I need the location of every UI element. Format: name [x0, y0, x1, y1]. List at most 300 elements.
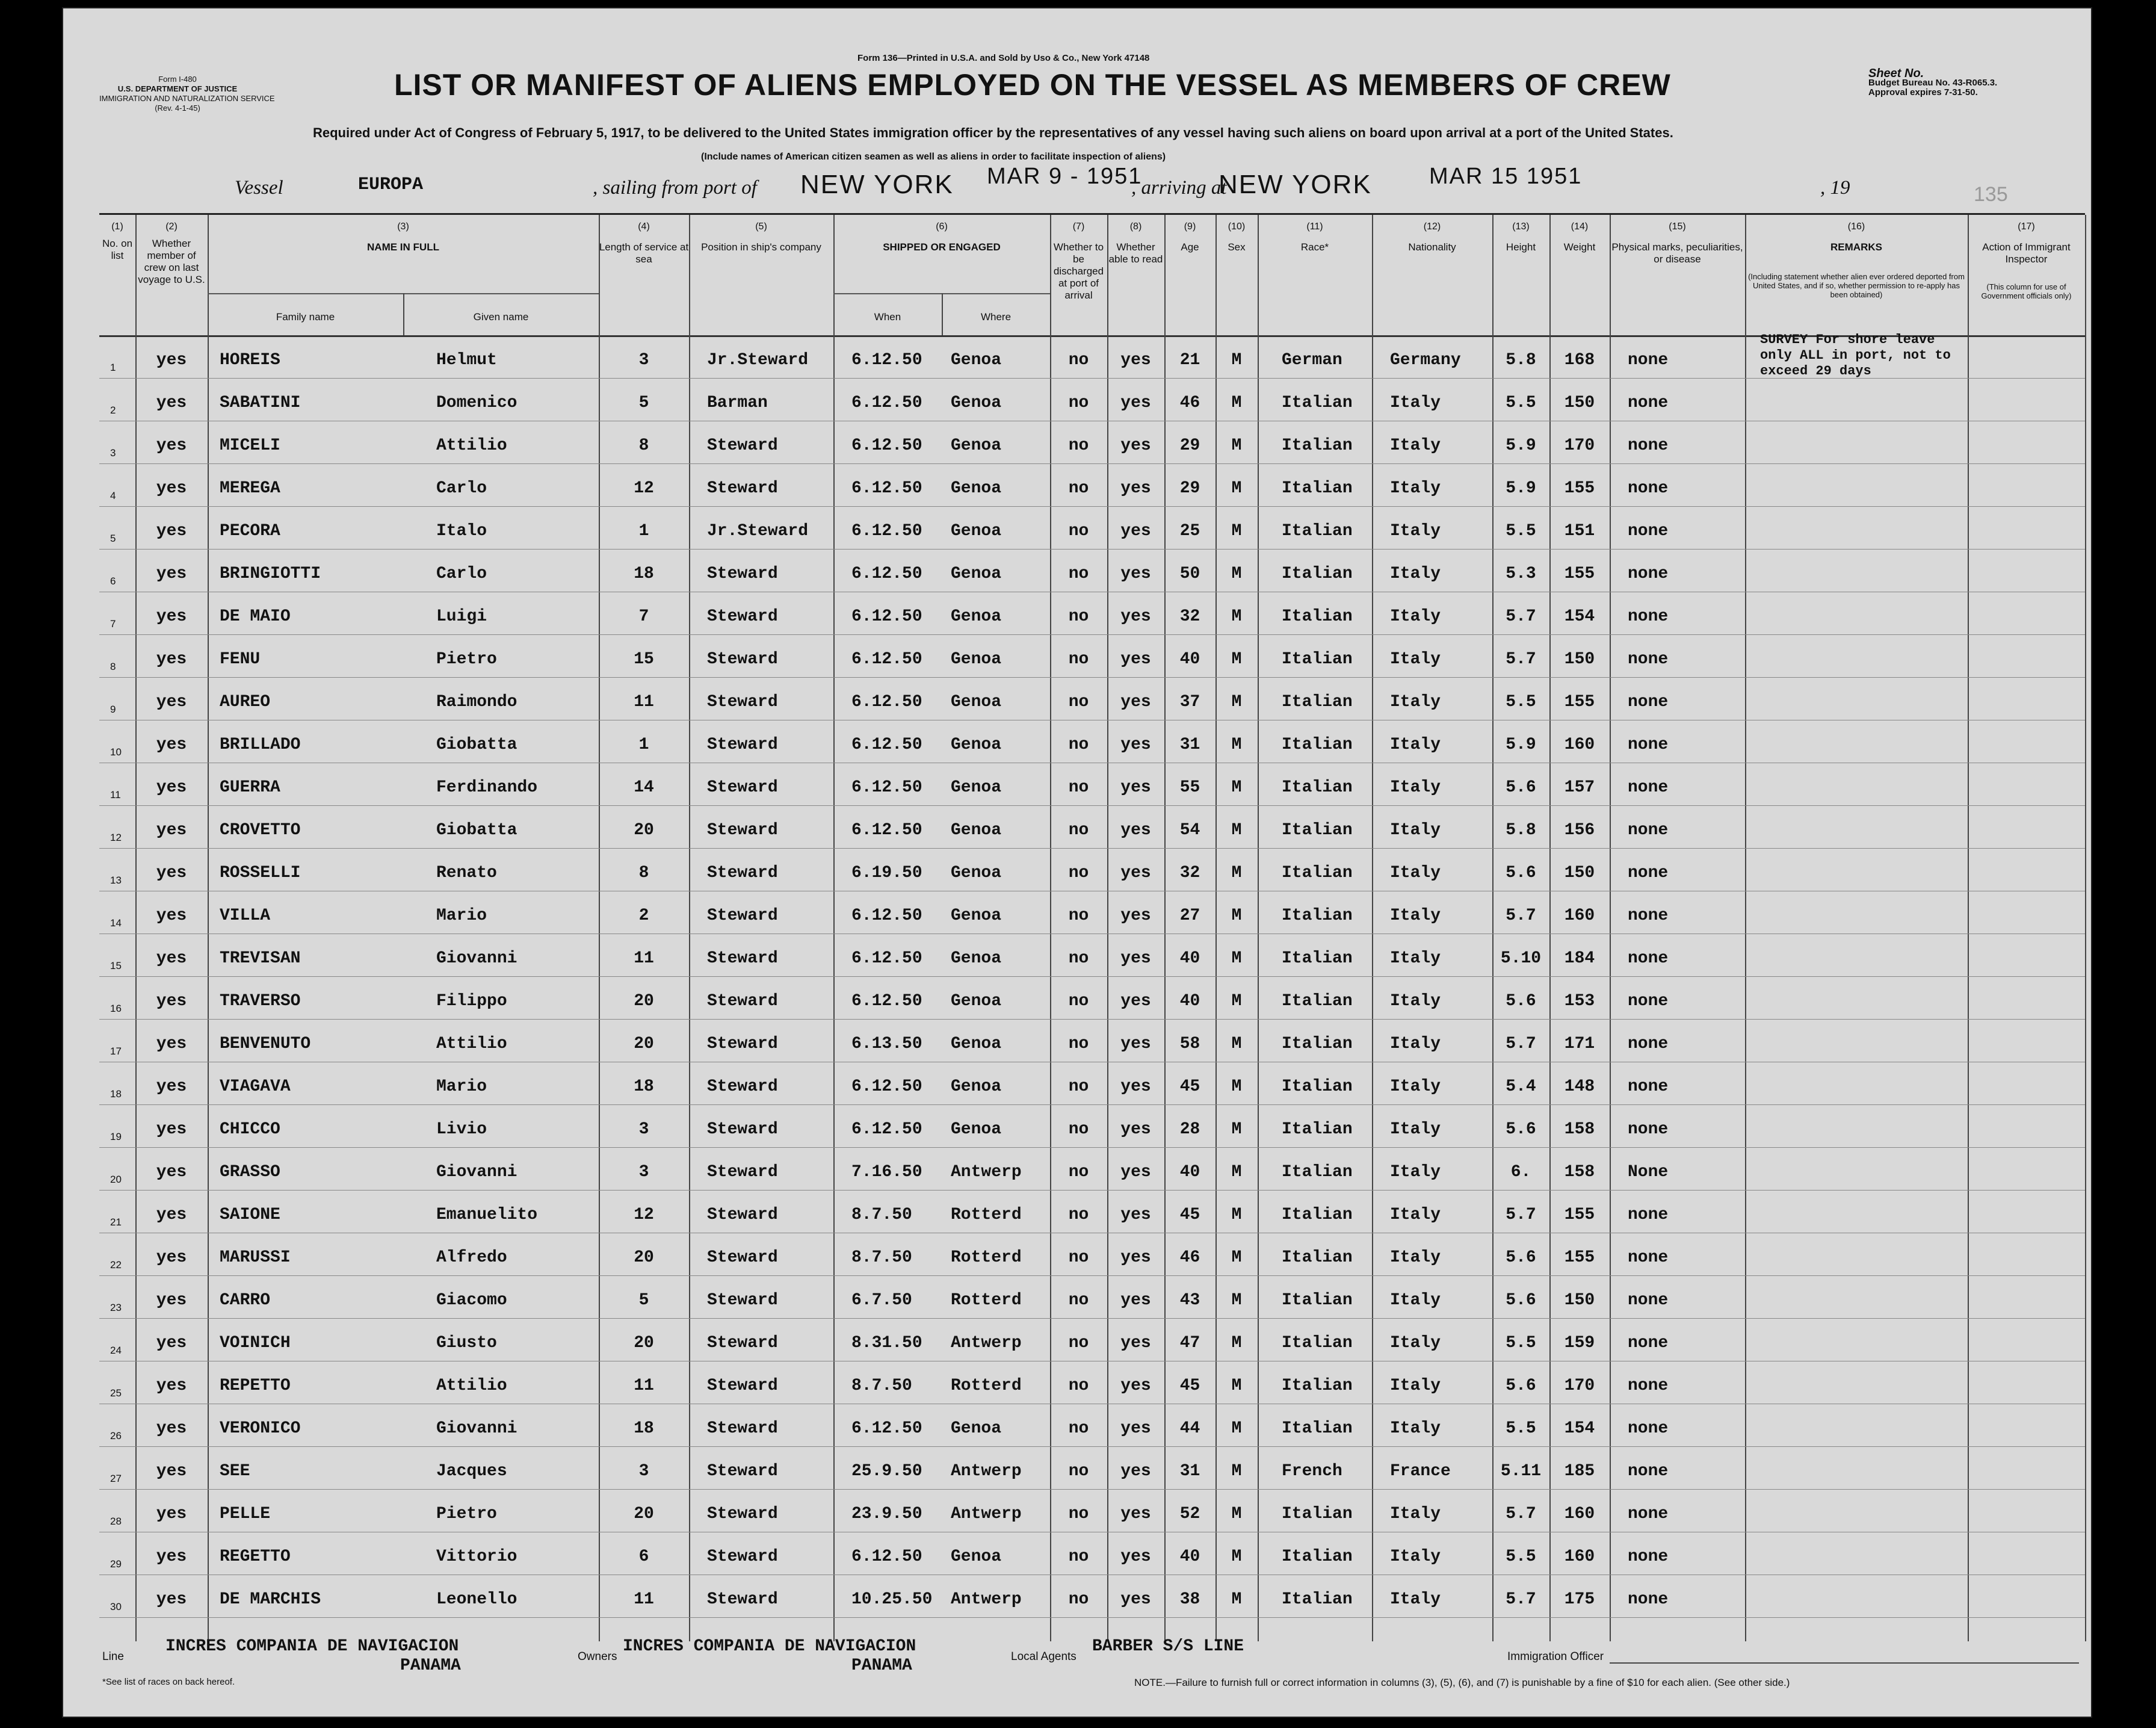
cell-nat: Italy — [1390, 821, 1441, 840]
cell-position: Steward — [707, 565, 778, 583]
cell-service: 20 — [634, 992, 654, 1011]
cell-race: Italian — [1282, 992, 1353, 1011]
cell-where: Antwerp — [951, 1462, 1022, 1481]
cell-service: 5 — [638, 1291, 649, 1310]
column-divider — [833, 215, 835, 1641]
remarks-note: (Including statement whether alien ever ordered deported from United States, and if so, whether permission to re-apply has been obtained) — [1748, 272, 1965, 299]
cell-age: 29 — [1179, 436, 1200, 455]
row-number: 6 — [110, 575, 116, 587]
cell-position: Jr.Steward — [707, 351, 809, 370]
cell-family: REGETTO — [220, 1547, 291, 1566]
cell-sex: M — [1231, 1334, 1242, 1352]
cell-service: 20 — [634, 1505, 654, 1523]
cell-family: BENVENUTO — [220, 1035, 311, 1053]
cell-given: Giobatta — [436, 821, 517, 840]
column-label: Whether member of crew on last voyage to U.S. — [138, 238, 205, 285]
cell-height: 5.7 — [1506, 906, 1536, 925]
vessel-label: Vessel — [235, 177, 283, 199]
cell-service: 20 — [634, 821, 654, 840]
row-rule — [99, 1617, 2085, 1618]
row-rule — [99, 848, 2085, 849]
cell-age: 58 — [1179, 1035, 1200, 1053]
cell-last: yes — [156, 351, 187, 370]
cell-weight: 185 — [1564, 1462, 1595, 1481]
cell-when: 10.25.50 — [851, 1590, 933, 1609]
row-rule — [99, 805, 2085, 806]
cell-race: Italian — [1282, 607, 1353, 626]
row-number: 17 — [110, 1045, 122, 1057]
cell-family: VERONICO — [220, 1419, 301, 1438]
cell-height: 5.11 — [1500, 1462, 1542, 1481]
cell-last: yes — [156, 436, 187, 455]
cell-nat: Italy — [1390, 906, 1441, 925]
cell-race: Italian — [1282, 778, 1353, 797]
cell-weight: 150 — [1564, 864, 1595, 882]
cell-sex: M — [1231, 1505, 1242, 1523]
crew-table — [99, 213, 2085, 1641]
cell-where: Antwerp — [951, 1590, 1022, 1609]
fine-note: NOTE.—Failure to furnish full or correct information in columns (3), (5), (6), and (7) is punishable by a fine of $10 for each alien. (See other side.) — [1134, 1677, 1790, 1688]
cell-where: Genoa — [951, 735, 1002, 754]
row-number: 25 — [110, 1387, 122, 1399]
cell-family: BRILLADO — [220, 735, 301, 754]
cell-read: yes — [1120, 1419, 1151, 1438]
cell-disch: no — [1068, 864, 1089, 882]
row-number: 18 — [110, 1088, 122, 1100]
column-number: (5) — [755, 221, 767, 232]
column-number: (15) — [1669, 221, 1686, 232]
cell-last: yes — [156, 1419, 187, 1438]
cell-where: Antwerp — [951, 1163, 1022, 1181]
cell-sex: M — [1231, 607, 1242, 626]
cell-read: yes — [1120, 1590, 1151, 1609]
cell-given: Helmut — [436, 351, 497, 370]
cell-service: 6 — [638, 1547, 649, 1566]
cell-height: 5.9 — [1506, 436, 1536, 455]
cell-sex: M — [1231, 1120, 1242, 1139]
cell-given: Attilio — [436, 436, 507, 455]
cell-where: Genoa — [951, 650, 1002, 669]
cell-age: 46 — [1179, 394, 1200, 412]
cell-disch: no — [1068, 1547, 1089, 1566]
cell-where: Genoa — [951, 351, 1002, 370]
cell-when: 6.12.50 — [851, 906, 922, 925]
cell-family: VILLA — [220, 906, 271, 925]
cell-height: 5.5 — [1506, 1547, 1536, 1566]
cell-when: 8.31.50 — [851, 1334, 922, 1352]
cell-sex: M — [1231, 394, 1242, 412]
cell-weight: 156 — [1564, 821, 1595, 840]
cell-weight: 150 — [1564, 394, 1595, 412]
cell-marks: none — [1628, 1547, 1669, 1566]
cell-disch: no — [1068, 1248, 1089, 1267]
column-label: Race* — [1300, 241, 1329, 253]
cell-height: 5.6 — [1506, 1248, 1536, 1267]
cell-marks: none — [1628, 735, 1669, 754]
cell-where: Genoa — [951, 1035, 1002, 1053]
cell-disch: no — [1068, 650, 1089, 669]
cell-race: Italian — [1282, 1291, 1353, 1310]
column-header-9 — [1164, 221, 1215, 253]
arriving-port: NEW YORK — [1219, 170, 1372, 199]
row-number: 27 — [110, 1473, 122, 1484]
cell-when: 8.7.50 — [851, 1377, 912, 1395]
cell-given: Giacomo — [436, 1291, 507, 1310]
cell-weight: 155 — [1564, 479, 1595, 498]
cell-read: yes — [1120, 906, 1151, 925]
cell-marks: none — [1628, 693, 1669, 711]
cell-height: 5.9 — [1506, 479, 1536, 498]
cell-read: yes — [1120, 436, 1151, 455]
column-label: Weight — [1563, 241, 1596, 253]
cell-marks: none — [1628, 1248, 1669, 1267]
cell-race: Italian — [1282, 1547, 1353, 1566]
cell-where: Rotterd — [951, 1248, 1022, 1267]
footer-agents-label: Local Agents — [1011, 1650, 1076, 1663]
row-number: 7 — [110, 618, 116, 630]
row-number: 30 — [110, 1601, 122, 1612]
cell-disch: no — [1068, 1206, 1089, 1224]
cell-family: SEE — [220, 1462, 250, 1481]
cell-weight: 151 — [1564, 522, 1595, 540]
column-label: REMARKS — [1830, 241, 1882, 253]
cell-read: yes — [1120, 821, 1151, 840]
column-number: (17) — [2018, 221, 2035, 232]
cell-height: 5.5 — [1506, 522, 1536, 540]
cell-family: TREVISAN — [220, 949, 301, 968]
footer-owners-label: Owners — [578, 1650, 617, 1663]
cell-nat: Italy — [1390, 693, 1441, 711]
cell-nat: Italy — [1390, 1590, 1441, 1609]
cell-family: SAIONE — [220, 1206, 280, 1224]
column-number: (9) — [1184, 221, 1196, 232]
row-number: 5 — [110, 533, 116, 544]
cell-height: 5.9 — [1506, 735, 1536, 754]
cell-given: Attilio — [436, 1035, 507, 1053]
cell-family: PELLE — [220, 1505, 271, 1523]
cell-sex: M — [1231, 1206, 1242, 1224]
cell-disch: no — [1068, 607, 1089, 626]
cell-service: 8 — [638, 436, 649, 455]
column-label: Whether to be discharged at port of arrival — [1053, 241, 1104, 301]
cell-age: 40 — [1179, 949, 1200, 968]
cell-service: 20 — [634, 1248, 654, 1267]
cell-where: Genoa — [951, 992, 1002, 1011]
cell-read: yes — [1120, 522, 1151, 540]
cell-nat: Italy — [1390, 1163, 1441, 1181]
cell-disch: no — [1068, 1462, 1089, 1481]
column-header-7 — [1050, 221, 1107, 302]
cell-nat: Italy — [1390, 1505, 1441, 1523]
cell-nat: Italy — [1390, 607, 1441, 626]
cell-nat: Italy — [1390, 778, 1441, 797]
cell-last: yes — [156, 1377, 187, 1395]
cell-read: yes — [1120, 693, 1151, 711]
column-label: NAME IN FULL — [367, 241, 439, 253]
cell-last: yes — [156, 522, 187, 540]
cell-sex: M — [1231, 436, 1242, 455]
cell-when: 6.12.50 — [851, 1077, 922, 1096]
cell-nat: Italy — [1390, 650, 1441, 669]
cell-height: 5.7 — [1506, 1035, 1536, 1053]
cell-read: yes — [1120, 650, 1151, 669]
cell-sex: M — [1231, 1035, 1242, 1053]
cell-age: 50 — [1179, 565, 1200, 583]
row-number: 23 — [110, 1302, 122, 1313]
cell-read: yes — [1120, 1248, 1151, 1267]
cell-where: Genoa — [951, 607, 1002, 626]
cell-marks: none — [1628, 1077, 1669, 1096]
cell-read: yes — [1120, 1462, 1151, 1481]
cell-height: 5.6 — [1506, 864, 1536, 882]
cell-nat: Italy — [1390, 735, 1441, 754]
cell-family: REPETTO — [220, 1377, 291, 1395]
cell-race: Italian — [1282, 1334, 1353, 1352]
row-number: 13 — [110, 875, 122, 886]
cell-where: Genoa — [951, 479, 1002, 498]
cell-height: 5.5 — [1506, 693, 1536, 711]
cell-age: 32 — [1179, 864, 1200, 882]
cell-family: TRAVERSO — [220, 992, 301, 1011]
cell-when: 6.12.50 — [851, 821, 922, 840]
column-number: (1) — [111, 221, 123, 232]
cell-position: Steward — [707, 735, 778, 754]
cell-where: Genoa — [951, 906, 1002, 925]
cell-given: Emanuelito — [436, 1206, 538, 1224]
cell-disch: no — [1068, 1120, 1089, 1139]
action-note: (This column for use of Government officials only) — [1981, 282, 2072, 300]
cell-read: yes — [1120, 1163, 1151, 1181]
cell-given: Raimondo — [436, 693, 517, 711]
cell-height: 5.7 — [1506, 607, 1536, 626]
cell-race: Italian — [1282, 864, 1353, 882]
sheet-no-label: Sheet No. — [1868, 67, 1924, 80]
cell-disch: no — [1068, 778, 1089, 797]
column-number: (7) — [1072, 221, 1085, 232]
cell-service: 3 — [638, 1462, 649, 1481]
cell-nat: Germany — [1390, 351, 1461, 370]
cell-age: 21 — [1179, 351, 1200, 370]
row-rule — [99, 677, 2085, 678]
column-header-3 — [208, 221, 599, 253]
cell-race: Italian — [1282, 436, 1353, 455]
cell-last: yes — [156, 1590, 187, 1609]
cell-age: 31 — [1179, 735, 1200, 754]
cell-where: Genoa — [951, 1547, 1002, 1566]
races-note: *See list of races on back hereof. — [102, 1677, 235, 1687]
cell-last: yes — [156, 565, 187, 583]
cell-service: 18 — [634, 1077, 654, 1096]
cell-sex: M — [1231, 1462, 1242, 1481]
cell-marks: none — [1628, 1035, 1669, 1053]
cell-height: 5.5 — [1506, 1334, 1536, 1352]
cell-position: Steward — [707, 607, 778, 626]
cell-where: Genoa — [951, 864, 1002, 882]
cell-weight: 150 — [1564, 1291, 1595, 1310]
cell-height: 5.10 — [1500, 949, 1542, 968]
cell-family: CHICCO — [220, 1120, 280, 1139]
given-name-head: Given name — [473, 311, 529, 323]
cell-position: Steward — [707, 1334, 778, 1352]
cell-sex: M — [1231, 949, 1242, 968]
cell-when: 23.9.50 — [851, 1505, 922, 1523]
cell-last: yes — [156, 1291, 187, 1310]
cell-race: Italian — [1282, 1206, 1353, 1224]
column-divider — [1372, 215, 1373, 1641]
cell-given: Italo — [436, 522, 487, 540]
cell-race: Italian — [1282, 522, 1353, 540]
row-number: 14 — [110, 917, 122, 929]
cell-family: MICELI — [220, 436, 280, 455]
cell-position: Steward — [707, 992, 778, 1011]
cell-age: 55 — [1179, 778, 1200, 797]
cell-marks: none — [1628, 821, 1669, 840]
cell-when: 6.12.50 — [851, 565, 922, 583]
page-title: LIST OR MANIFEST OF ALIENS EMPLOYED ON THE VESSEL AS MEMBERS OF CREW — [394, 68, 1671, 102]
cell-service: 11 — [634, 949, 654, 968]
cell-weight: 170 — [1564, 436, 1595, 455]
cell-where: Antwerp — [951, 1505, 1022, 1523]
cell-disch: no — [1068, 436, 1089, 455]
cell-service: 11 — [634, 1377, 654, 1395]
cell-where: Rotterd — [951, 1291, 1022, 1310]
cell-service: 20 — [634, 1334, 654, 1352]
cell-marks: none — [1628, 778, 1669, 797]
cell-marks: none — [1628, 1206, 1669, 1224]
cell-nat: Italy — [1390, 1120, 1441, 1139]
cell-marks: none — [1628, 607, 1669, 626]
cell-disch: no — [1068, 1505, 1089, 1523]
cell-race: Italian — [1282, 1377, 1353, 1395]
cell-position: Steward — [707, 693, 778, 711]
cell-marks: none — [1628, 1419, 1669, 1438]
cell-given: Filippo — [436, 992, 507, 1011]
row-number: 29 — [110, 1558, 122, 1570]
cell-sex: M — [1231, 479, 1242, 498]
footer-officer-label: Immigration Officer — [1507, 1650, 1604, 1663]
cell-height: 5.6 — [1506, 1377, 1536, 1395]
sailing-date: MAR 9 - 1951 — [987, 164, 1143, 189]
cell-weight: 160 — [1564, 735, 1595, 754]
cell-height: 5.3 — [1506, 565, 1536, 583]
revision: (Rev. 4-1-45) — [155, 104, 200, 113]
cell-position: Steward — [707, 1590, 778, 1609]
cell-when: 6.12.50 — [851, 992, 922, 1011]
column-label: Physical marks, peculiarities, or disease — [1611, 241, 1743, 265]
cell-height: 5.8 — [1506, 821, 1536, 840]
cell-position: Barman — [707, 394, 768, 412]
cell-given: Carlo — [436, 479, 487, 498]
column-divider — [689, 215, 690, 1641]
column-header-14 — [1549, 221, 1610, 253]
row-number: 12 — [110, 832, 122, 843]
cell-where: Genoa — [951, 949, 1002, 968]
cell-marks: none — [1628, 351, 1669, 370]
cell-when: 7.16.50 — [851, 1163, 922, 1181]
approval-expires: Approval expires 7-31-50. — [1868, 87, 1978, 98]
cell-height: 5.5 — [1506, 1419, 1536, 1438]
cell-race: French — [1282, 1462, 1342, 1481]
cell-last: yes — [156, 906, 187, 925]
cell-service: 11 — [634, 693, 654, 711]
cell-position: Steward — [707, 821, 778, 840]
when-head: When — [874, 311, 901, 323]
cell-race: Italian — [1282, 650, 1353, 669]
cell-read: yes — [1120, 778, 1151, 797]
service: IMMIGRATION AND NATURALIZATION SERVICE — [99, 94, 275, 103]
cell-read: yes — [1120, 1077, 1151, 1096]
cell-nat: Italy — [1390, 1035, 1441, 1053]
cell-when: 6.12.50 — [851, 351, 922, 370]
row-number: 24 — [110, 1345, 122, 1356]
cell-sex: M — [1231, 351, 1242, 370]
cell-nat: Italy — [1390, 1291, 1441, 1310]
cell-race: Italian — [1282, 1120, 1353, 1139]
cell-height: 5.6 — [1506, 1291, 1536, 1310]
row-rule — [99, 506, 2085, 507]
budget-bureau: Budget Bureau No. 43-R065.3. — [1868, 78, 1998, 88]
cell-read: yes — [1120, 607, 1151, 626]
cell-age: 40 — [1179, 650, 1200, 669]
cell-where: Genoa — [951, 778, 1002, 797]
page-mark: 135 — [1974, 183, 2008, 206]
cell-nat: Italy — [1390, 1377, 1441, 1395]
cell-position: Steward — [707, 1291, 778, 1310]
cell-nat: Italy — [1390, 1547, 1441, 1566]
cell-nat: France — [1390, 1462, 1451, 1481]
cell-position: Steward — [707, 1248, 778, 1267]
column-header-12 — [1372, 221, 1492, 253]
cell-nat: Italy — [1390, 436, 1441, 455]
cell-service: 5 — [638, 394, 649, 412]
cell-read: yes — [1120, 479, 1151, 498]
cell-age: 45 — [1179, 1377, 1200, 1395]
cell-marks: none — [1628, 992, 1669, 1011]
row-number: 15 — [110, 960, 122, 971]
cell-read: yes — [1120, 1206, 1151, 1224]
cell-sex: M — [1231, 1077, 1242, 1096]
cell-race: Italian — [1282, 394, 1353, 412]
footer-line-value2: PANAMA — [400, 1656, 461, 1675]
row-number: 8 — [110, 661, 116, 672]
cell-position: Steward — [707, 1547, 778, 1566]
cell-read: yes — [1120, 565, 1151, 583]
vessel-name: EUROPA — [358, 175, 424, 195]
cell-sex: M — [1231, 522, 1242, 540]
cell-position: Steward — [707, 1462, 778, 1481]
cell-when: 6.12.50 — [851, 522, 922, 540]
cell-age: 40 — [1179, 1547, 1200, 1566]
cell-age: 45 — [1179, 1206, 1200, 1224]
cell-family: PECORA — [220, 522, 280, 540]
cell-where: Genoa — [951, 565, 1002, 583]
cell-marks: none — [1628, 906, 1669, 925]
column-label: Length of service at sea — [599, 241, 689, 265]
column-number: (10) — [1228, 221, 1246, 232]
cell-last: yes — [156, 394, 187, 412]
column-header-13 — [1492, 221, 1549, 253]
cell-last: yes — [156, 778, 187, 797]
cell-read: yes — [1120, 394, 1151, 412]
row-rule — [99, 463, 2085, 464]
cell-height: 5.6 — [1506, 1120, 1536, 1139]
cell-race: Italian — [1282, 949, 1353, 968]
cell-weight: 158 — [1564, 1163, 1595, 1181]
cell-last: yes — [156, 1334, 187, 1352]
cell-last: yes — [156, 1077, 187, 1096]
row-rule — [99, 1318, 2085, 1319]
cell-disch: no — [1068, 351, 1089, 370]
